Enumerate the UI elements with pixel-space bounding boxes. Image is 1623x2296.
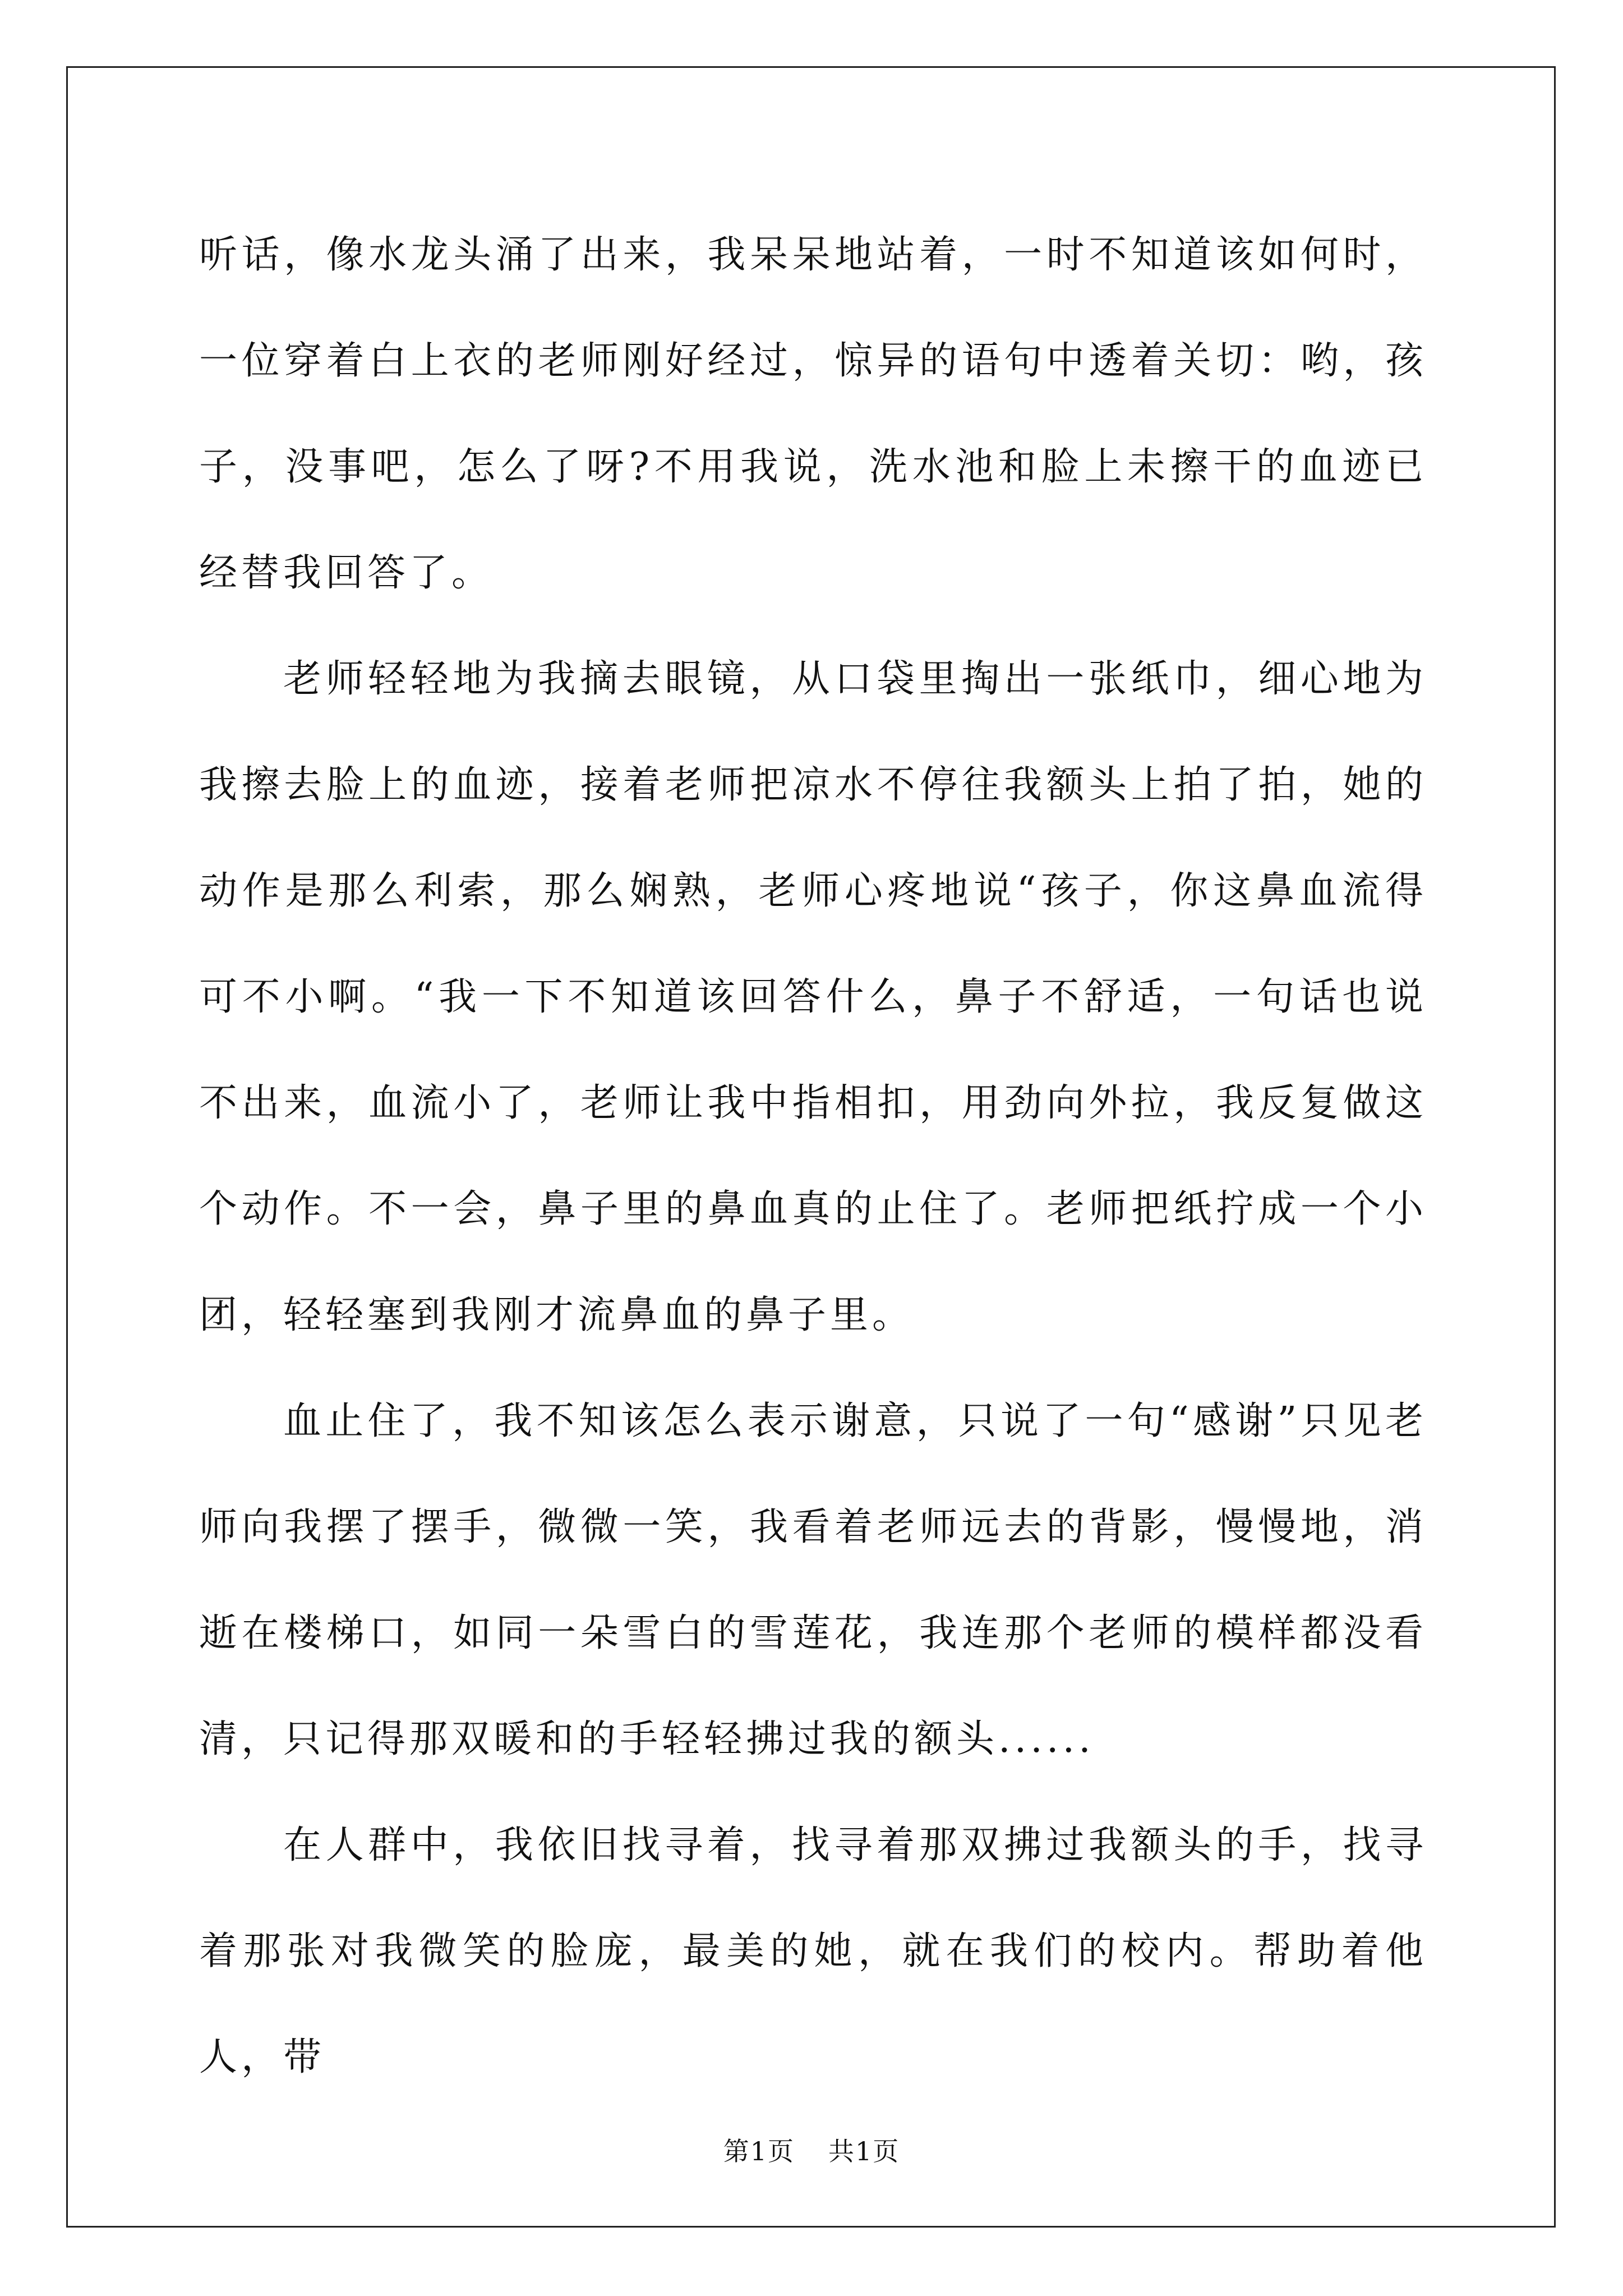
paragraph-1: 听话，像水龙头涌了出来，我呆呆地站着，一时不知道该如何时，一位穿着白上衣的老师刚好经过，惊异的语句中透着关切：哟，孩子，没事吧，怎么了呀?不用我说，洗水池和脸上未擦干的血迹已经替我回答了。 (199, 233, 1427, 595)
paragraph-3: 血止住了，我不知该怎么表示谢意，只说了一句“感谢”只见老师向我摆了摆手，微微一笑，我看着老师远去的背影，慢慢地，消逝在楼梯口，如同一朵雪白的雪莲花，我连那个老师的模样都没看清，只记得那双暖和的手轻轻拂过我的额头...... (199, 1399, 1427, 1761)
page-number-total: 共1页 (828, 2136, 900, 2166)
document-body (199, 202, 1427, 2110)
paragraph-4: 在人群中，我依旧找寻着，找寻着那双拂过我额头的手，找寻着那张对我微笑的脸庞，最美的她，就在我们的校内。帮助着他人，带 (199, 1823, 1427, 2079)
page-number-current: 第1页 (723, 2136, 795, 2166)
paragraph-2: 老师轻轻地为我摘去眼镜，从口袋里掏出一张纸巾，细心地为我擦去脸上的血迹，接着老师把凉水不停往我额头上拍了拍，她的动作是那么利索，那么娴熟，老师心疼地说“孩子，你这鼻血流得可不小啊。“我一下不知道该回答什么，鼻子不舒适，一句话也说不出来，血流小了，老师让我中指相扣，用劲向外拉，我反复做这个动作。不一会，鼻子里的鼻血真的止住了。老师把纸拧成一个小团，轻轻塞到我刚才流鼻血的鼻子里。 (199, 657, 1427, 1337)
page-footer (0, 2134, 1623, 2168)
